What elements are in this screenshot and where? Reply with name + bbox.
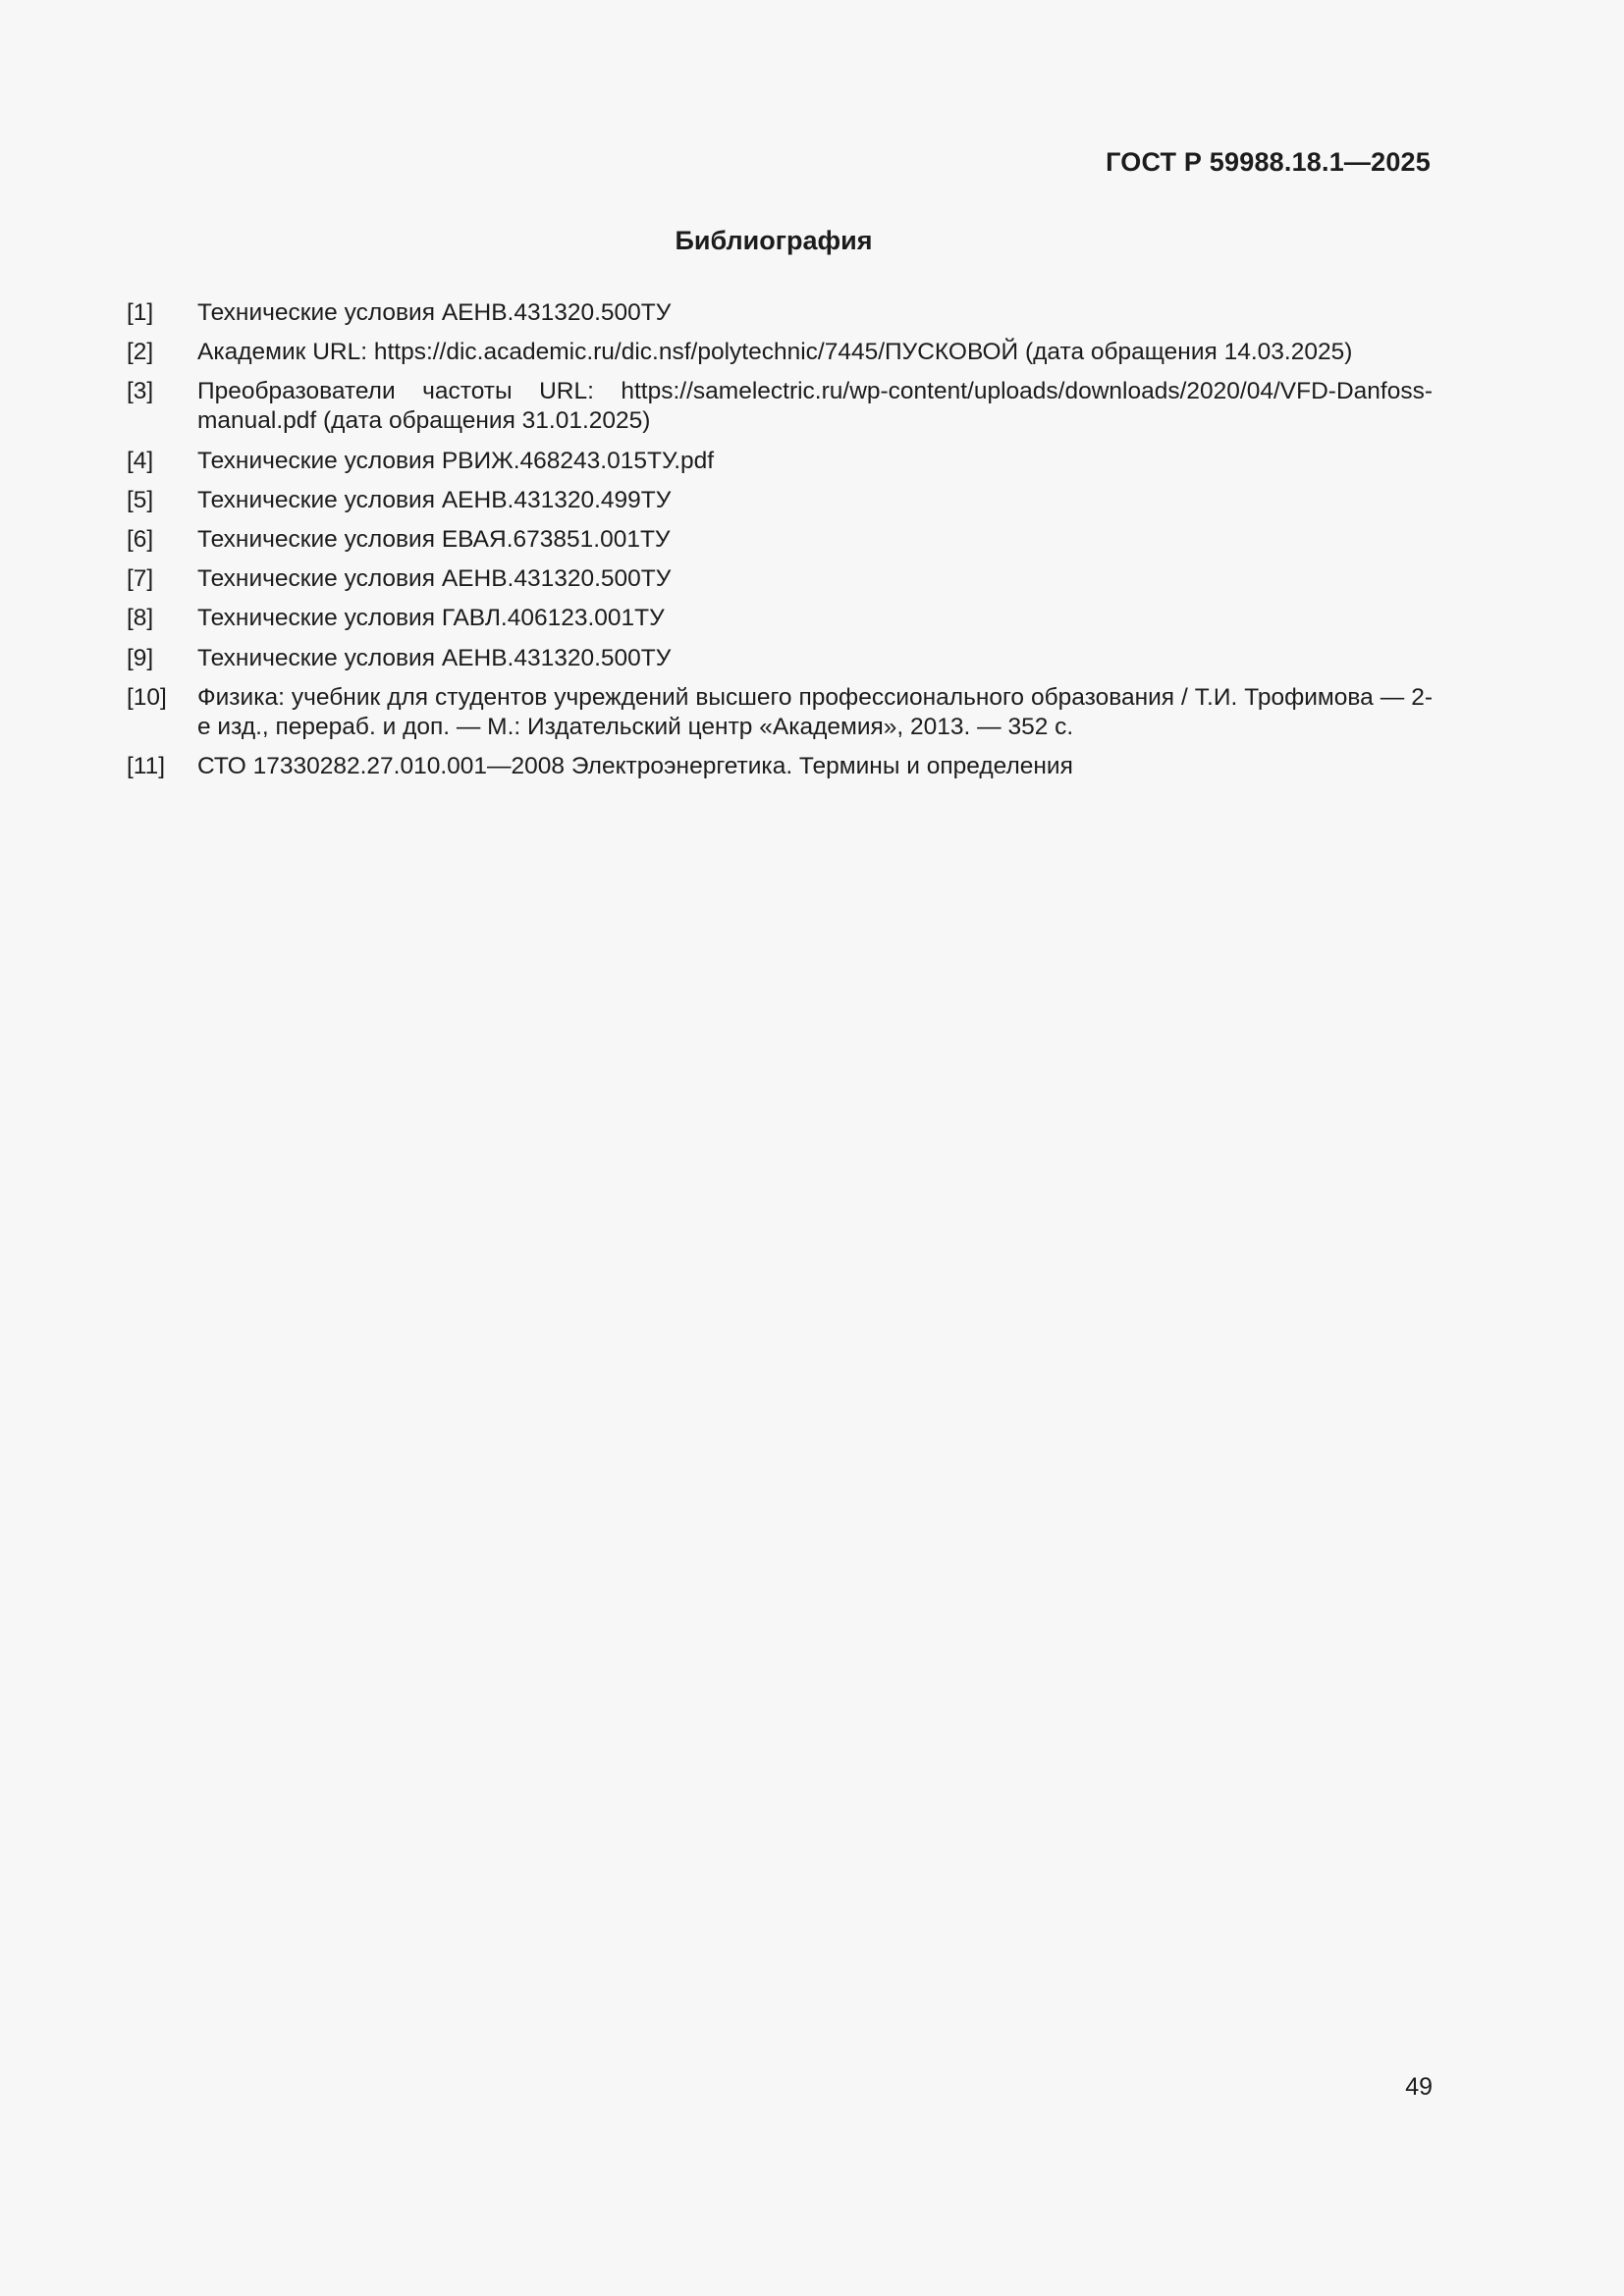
bibliography-item (127, 644, 1433, 673)
reference-text: Преобразователи частоты URL: https://samelectric.ru/wp-content/uploads/downloads/2020/04/VFD-Danfoss-manual.pdf (дата обращения 31.01.2025) (197, 378, 1433, 435)
reference-text: Технические условия АЕНВ.431320.500ТУ (197, 644, 672, 671)
bibliography-list (127, 298, 1433, 791)
bibliography-item (127, 683, 1433, 742)
reference-text: Технические условия ГАВЛ.406123.001ТУ (197, 605, 665, 632)
document-code-header: ГОСТ Р 59988.18.1—2025 (1106, 147, 1431, 177)
bibliography-item (127, 447, 1433, 476)
bibliography-item (127, 564, 1433, 594)
reference-number: [4] (127, 447, 154, 474)
reference-text: Академик URL: https://dic.academic.ru/dic.nsf/polytechnic/7445/ПУСКОВОЙ (дата обращения 14.03.2025) (197, 339, 1353, 366)
reference-number: [3] (127, 378, 154, 405)
reference-text: Технические условия ЕВАЯ.673851.001ТУ (197, 525, 671, 553)
reference-number: [5] (127, 486, 154, 513)
bibliography-item (127, 298, 1433, 328)
reference-text: Технические условия АЕНВ.431320.500ТУ (197, 299, 672, 326)
reference-number: [11] (127, 752, 166, 779)
reference-number: [8] (127, 605, 154, 632)
bibliography-item (127, 486, 1433, 515)
reference-text: Технические условия АЕНВ.431320.499ТУ (197, 486, 672, 513)
reference-text: Технические условия АЕНВ.431320.500ТУ (197, 565, 672, 593)
bibliography-item (127, 377, 1433, 436)
reference-number: [1] (127, 299, 154, 326)
bibliography-item (127, 338, 1433, 367)
reference-number: [2] (127, 339, 154, 366)
reference-number: [9] (127, 644, 154, 671)
section-title: Библиография (675, 226, 873, 255)
reference-text: Физика: учебник для студентов учреждений высшего профессионального образования / Т.И. Трофимова — 2-е изд., перераб. и доп. — М.: Издательский центр «Академия», 2013. — 352 с. (197, 683, 1433, 740)
page-number: 49 (1405, 2073, 1433, 2101)
reference-number: [7] (127, 565, 154, 593)
bibliography-item (127, 525, 1433, 555)
reference-number: [6] (127, 525, 154, 553)
bibliography-item (127, 604, 1433, 633)
reference-text: СТО 17330282.27.010.001—2008 Электроэнергетика. Термины и определения (197, 752, 1073, 779)
reference-number: [10] (127, 683, 167, 711)
bibliography-item (127, 752, 1433, 781)
reference-text: Технические условия РВИЖ.468243.015ТУ.pdf (197, 447, 715, 474)
